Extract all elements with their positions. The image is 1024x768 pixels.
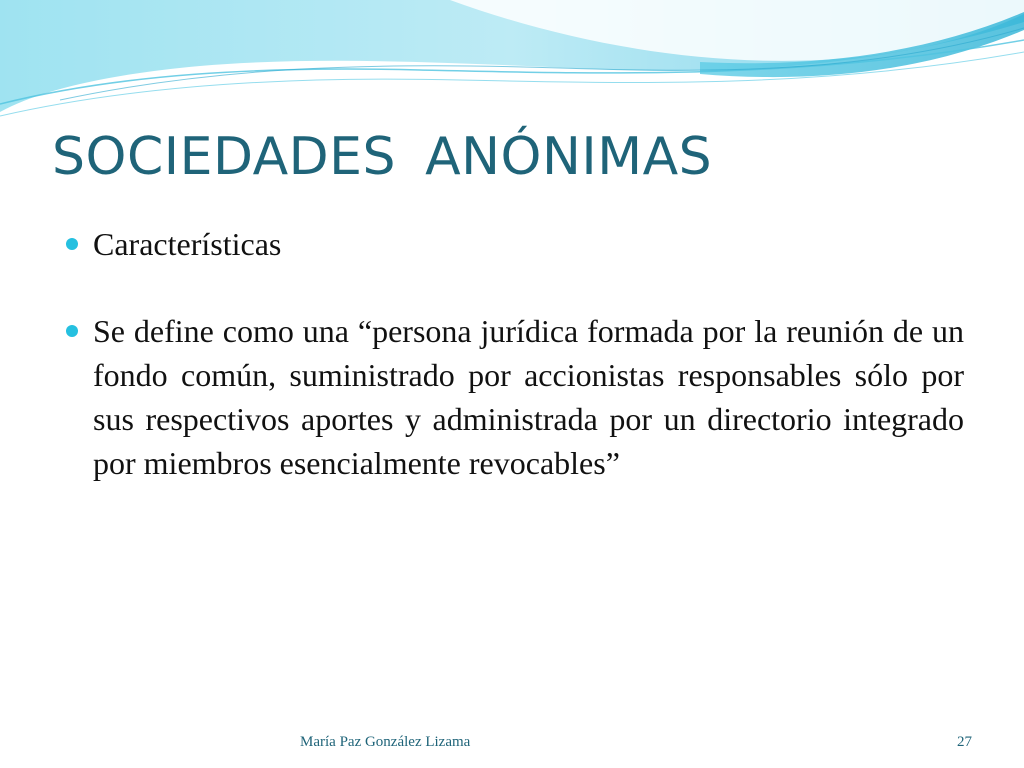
page-number: 27 <box>957 734 972 750</box>
footer-author: María Paz González Lizama <box>300 734 471 750</box>
bullet-item <box>64 309 964 485</box>
bullet-text: Características <box>93 226 282 262</box>
bullet-list <box>64 222 964 485</box>
bullet-text: Se define como una “persona jurídica formada por la reunión de un fondo común, suministrado por accionistas responsables sólo por sus respectivos aportes y administrada por un directorio integrado por miembros esencialmente revocables” <box>93 313 964 481</box>
bullet-item <box>64 222 964 266</box>
bullet-dot-icon <box>66 325 78 337</box>
bullet-dot-icon <box>66 238 78 250</box>
slide-title: SOCIEDADES ANÓNIMAS <box>52 127 713 187</box>
header-wave-decoration <box>0 0 1024 130</box>
